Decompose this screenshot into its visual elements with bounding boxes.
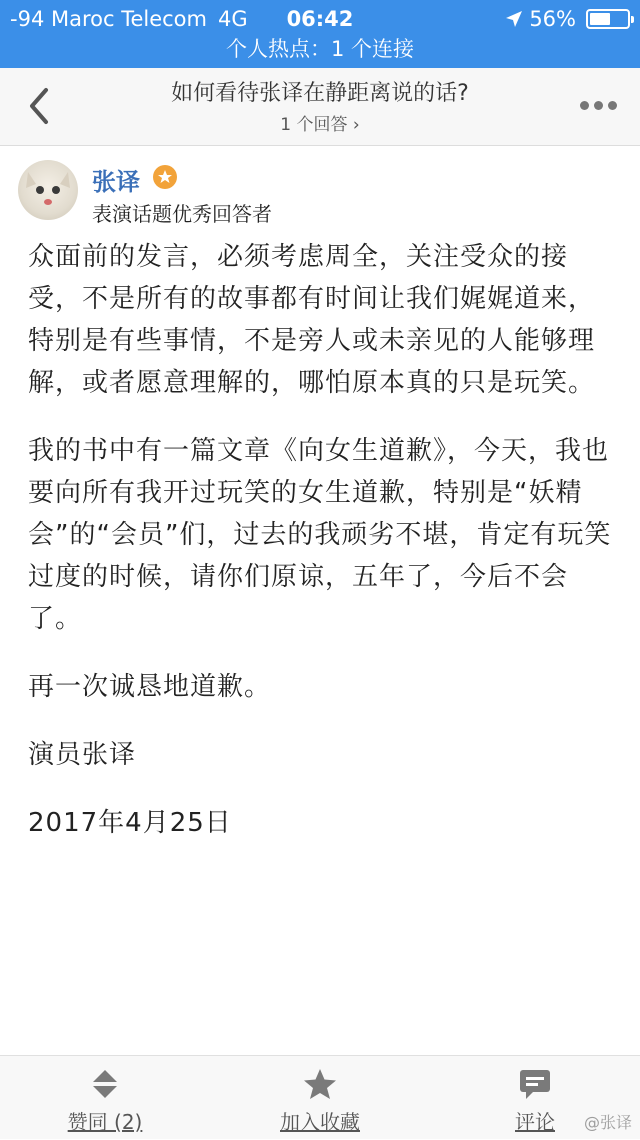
clock: 06:42 <box>286 7 354 31</box>
comment-button[interactable] <box>470 1056 600 1140</box>
favorite-button[interactable] <box>255 1056 385 1140</box>
author-name[interactable]: 张译 <box>92 168 140 196</box>
answer-content <box>28 236 618 870</box>
avatar[interactable] <box>18 160 78 220</box>
network-type: 4G <box>218 7 248 31</box>
paragraph: 我的书中有一篇文章《向女生道歉》，今天，我也要向所有我开过玩笑的女生道歉，特别是“妖精会”的“会员”们，过去的我顽劣不堪，肯定有玩笑过度的时候，请你们原谅，五年了，今后不会了。 <box>28 436 612 634</box>
question-title[interactable]: 如何看待张译在静距离说的话? <box>171 81 469 106</box>
status-bar <box>0 0 640 68</box>
paragraph: 再一次诚恳地道歉。 <box>28 672 272 702</box>
location-arrow-icon <box>505 10 523 28</box>
agree-button[interactable] <box>40 1056 170 1140</box>
battery-percent: 56% <box>529 7 576 31</box>
chevron-left-icon <box>22 86 58 126</box>
battery-level <box>590 13 610 25</box>
agree-label: 赞同 (2) <box>67 1110 143 1134</box>
author-bio: 表演话题优秀回答者 <box>92 202 272 226</box>
bottom-toolbar <box>0 1055 640 1139</box>
more-options-button[interactable] <box>580 98 620 112</box>
back-button[interactable] <box>22 86 58 126</box>
paragraph: 众面前的发言，必须考虑周全，关注受众的接受，不是所有的故事都有时间让我们娓娓道来，特别是有些事情，不是旁人或未亲见的人能够理解，或者愿意理解的，哪怕原本真的只是玩笑。 <box>28 242 596 398</box>
verified-badge-icon <box>152 164 178 190</box>
comment-label: 评论 <box>515 1110 555 1134</box>
watermark: @张译 <box>583 1113 632 1132</box>
carrier-label: -94 Maroc Telecom <box>10 7 207 31</box>
paragraph: 2017年4月25日 <box>28 808 232 838</box>
more-icon <box>580 101 589 110</box>
hotspot-banner[interactable]: 个人热点：1 个连接 <box>225 37 415 61</box>
battery-icon <box>586 9 630 29</box>
paragraph: 演员张译 <box>28 740 137 770</box>
answer-count-link[interactable]: 1 个回答 › <box>280 115 360 135</box>
nav-bar <box>0 68 640 146</box>
vote-arrows-icon <box>91 1068 119 1104</box>
favorite-label: 加入收藏 <box>280 1110 360 1134</box>
author-header <box>0 146 640 232</box>
star-icon <box>303 1068 337 1104</box>
cat-avatar-icon <box>18 160 78 220</box>
comment-icon <box>518 1068 552 1104</box>
